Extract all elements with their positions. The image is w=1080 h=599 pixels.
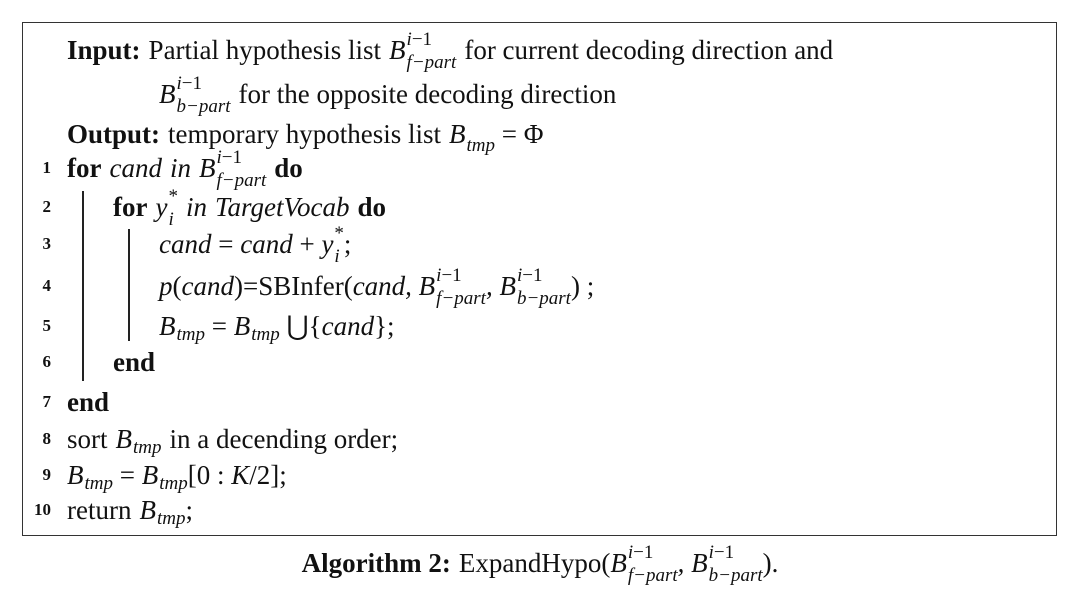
- input-label: Input:: [67, 34, 141, 65]
- code-line-8: sort B tmp in a decending order;: [67, 423, 399, 458]
- keyword-end: end: [113, 346, 156, 377]
- line-number: 8: [42, 429, 51, 448]
- input-text-2: for current decoding direction and: [464, 34, 834, 65]
- input-text-1: Partial hypothesis list: [148, 34, 382, 65]
- output-line: [67, 115, 544, 156]
- line-number: 1: [42, 158, 51, 177]
- line-number: 10: [34, 500, 51, 519]
- code-line-10: return B tmp ;: [67, 494, 193, 529]
- output-text: temporary hypothesis list: [168, 118, 441, 149]
- line-number: 9: [42, 465, 51, 484]
- code-line-6: [113, 343, 155, 381]
- line-number: 5: [42, 316, 51, 335]
- code-line-5: B tmp = B tmp ⋃{ cand };: [159, 310, 395, 345]
- output-label: Output:: [67, 118, 161, 149]
- line-number: 2: [42, 197, 51, 216]
- output-math: $B_{tmp} = \Phi$: [449, 118, 544, 156]
- code-line-4: p ( cand )= SBInfer ( cand, B i−1 f−part , B i−1 b−part ) ;: [159, 265, 595, 309]
- code-line-3: cand = cand + y * i ;: [159, 223, 352, 267]
- caption-label: Algorithm 2:: [301, 547, 451, 578]
- line-number: 6: [42, 352, 51, 371]
- scope-bar-outer: [82, 191, 84, 381]
- code-line-1: for cand in B i−1 f−part do: [67, 147, 303, 191]
- scope-bar-inner: [128, 229, 130, 341]
- caption-text: ExpandHypo: [458, 547, 602, 578]
- math-b-f-part: B: [389, 34, 406, 65]
- math-b-b-part: B: [159, 78, 176, 109]
- code-line-9: B tmp = B tmp [0 : K /2];: [67, 459, 287, 494]
- algorithm-box: [22, 22, 1057, 536]
- keyword-do: do: [274, 152, 303, 183]
- input-line-continued: B i−1 b−part for the opposite decoding direction: [159, 73, 617, 117]
- code-line-7: [67, 383, 109, 421]
- sbinfer-call: SBInfer: [258, 270, 344, 301]
- code-line-2: for y * i in TargetVocab do: [113, 186, 387, 230]
- line-number: 7: [42, 392, 51, 411]
- input-text-3: for the opposite decoding direction: [238, 78, 617, 109]
- keyword-end: end: [67, 386, 110, 417]
- keyword-for: for: [67, 152, 102, 183]
- line-number: 3: [42, 234, 51, 253]
- input-line: Input: Partial hypothesis list B i−1 f−part for current decoding direction and: [67, 29, 834, 73]
- line-number: 4: [42, 276, 51, 295]
- algorithm-caption: Algorithm 2: ExpandHypo ( B i−1 f−part , B i−1 b−part ).: [301, 542, 779, 586]
